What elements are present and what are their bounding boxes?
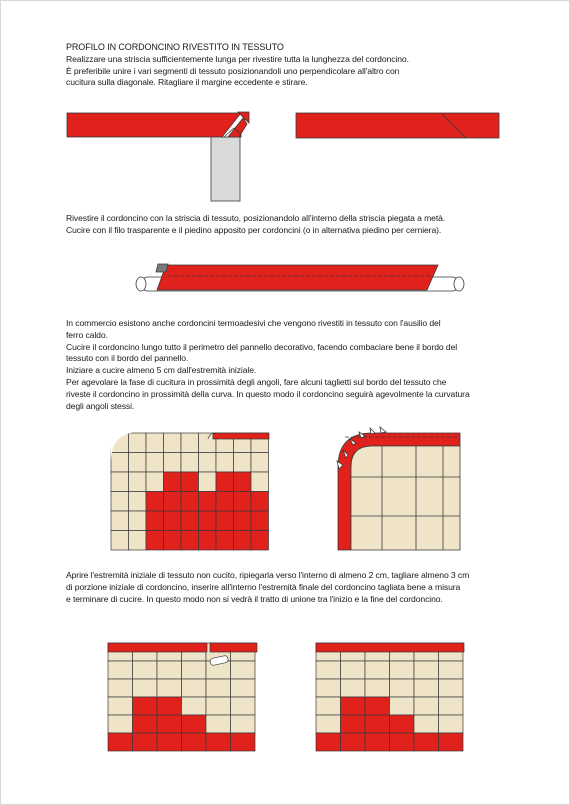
text-line: Iniziare a cucire almeno 5 cm dall'estremità iniziale. <box>66 365 257 376</box>
text-line: e terminare di cucire. In questo modo non si vedrà il tratto di unione tra l'inizio e la fine del cordoncino. <box>66 593 443 604</box>
grid-cell <box>414 733 439 751</box>
text-line: In commercio esistono anche cordoncini termoadesivi che vengono rivestiti in tessuto con l'ausilio del <box>66 318 441 328</box>
grid-cell <box>390 715 415 733</box>
text-line: Cucire con il filo trasparente e il piedino apposito per cordoncini (o in alternativa piedino per cerniera). <box>66 224 442 235</box>
page-title: PROFILO IN CORDONCINO RIVESTITO IN TESSUTO <box>66 42 284 52</box>
grid-cell <box>316 679 341 697</box>
grid-cell <box>316 697 341 715</box>
grid-cell <box>390 697 415 715</box>
text-line: Per agevolare la fase di cucitura in prossimità degli angoli, fare alcuni taglietti sul bordo del tessuto che <box>66 376 447 387</box>
text-line: Realizzare una striscia sufficientemente lunga per rivestire tutta la lunghezza del cordoncino. <box>66 53 409 64</box>
grid-cell <box>365 661 390 679</box>
text-line: tessuto con il bordo del pannello. <box>66 353 189 364</box>
text-line: ferro caldo. <box>66 329 108 340</box>
grid-cell <box>414 661 439 679</box>
text-line: degli angoli stessi. <box>66 400 135 411</box>
grid-cell <box>365 733 390 751</box>
grid-cell <box>341 661 366 679</box>
text-line: Aprire l'estremità iniziale di tessuto non cucito, ripiegarla verso l'interno di almeno 2 cm, tagliare almeno 3 cm <box>66 570 470 580</box>
grid-cell <box>316 661 341 679</box>
grid-cell <box>341 697 366 715</box>
grid-cell <box>390 661 415 679</box>
grid-cell <box>414 679 439 697</box>
grid-cell <box>439 715 464 733</box>
grid-cell <box>439 679 464 697</box>
grid-cell <box>365 697 390 715</box>
grid-cell <box>414 715 439 733</box>
grid-cell <box>439 733 464 751</box>
text-line: È preferibile unire i vari segmenti di tessuto posizionandoli uno perpendicolare all'altro con <box>66 65 400 76</box>
grid-cell <box>341 733 366 751</box>
grid-cell <box>316 733 341 751</box>
grid-cell <box>341 679 366 697</box>
grid-cell <box>390 679 415 697</box>
text-line: Cucire il cordoncino lungo tutto il perimetro del pannello decorativo, facendo combaciare bene il bordo del <box>66 341 458 352</box>
grid-cell <box>341 715 366 733</box>
grid-cell <box>390 733 415 751</box>
grid-cell <box>439 661 464 679</box>
grid-cell <box>316 715 341 733</box>
text-line: cucitura sulla diagonale. Ritagliare il margine eccedente e stirare. <box>66 77 308 88</box>
grid-cell <box>365 715 390 733</box>
grid-cell <box>365 679 390 697</box>
grid-cell <box>439 697 464 715</box>
grid-cell <box>414 697 439 715</box>
cord-strip <box>316 643 464 652</box>
text-line: riveste il cordoncino in prossimità della curva. In questo modo il cordoncino seguirà agevolmente la curvatura <box>66 388 470 399</box>
text-line: Rivestire il cordoncino con la striscia di tessuto, posizionandolo all'interno della striscia piegata a metà. <box>66 213 446 223</box>
text-line: di porzione iniziale di cordoncino, inserire all'interno l'estremità finale del cordoncino tagliata bene a misura <box>66 581 461 592</box>
